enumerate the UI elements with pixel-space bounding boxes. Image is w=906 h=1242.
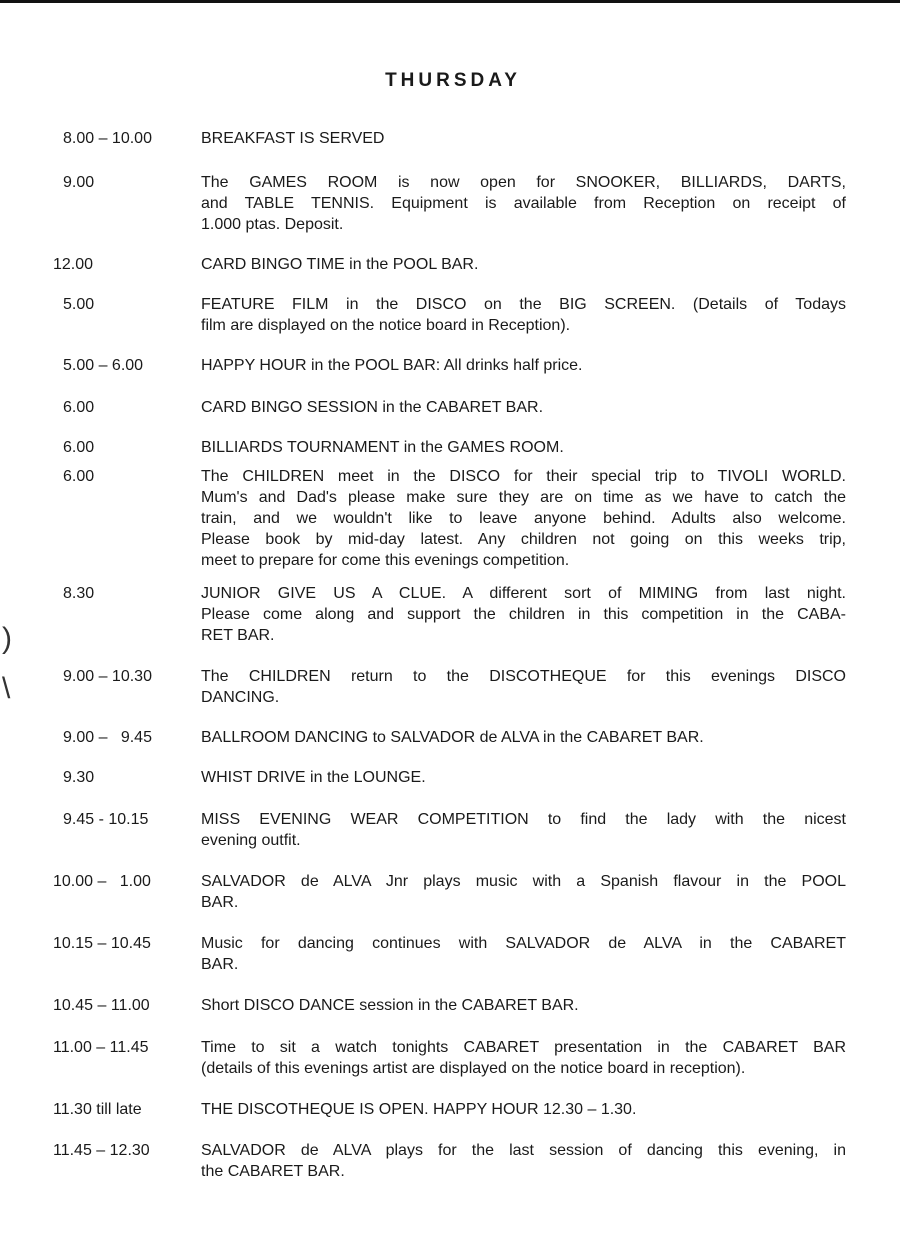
entry-description bbox=[201, 172, 846, 235]
entry-time: 11.30 till late bbox=[53, 1101, 142, 1118]
description-line: film are displayed on the notice board in Reception). bbox=[201, 317, 571, 334]
entry-time: 6.00 bbox=[63, 468, 95, 485]
entry-description bbox=[201, 809, 846, 851]
entry-description bbox=[201, 1099, 846, 1120]
description-line: BREAKFAST IS SERVED bbox=[201, 130, 385, 147]
description-line: meet to prepare for come this evenings competition. bbox=[201, 552, 570, 569]
entry-description bbox=[201, 397, 846, 418]
entry-description bbox=[201, 767, 846, 788]
entry-time: 10.00 – 1.00 bbox=[53, 873, 151, 890]
entry-description bbox=[201, 254, 846, 275]
entry-time: 11.00 – 11.45 bbox=[53, 1039, 149, 1056]
entry-description bbox=[201, 466, 846, 571]
entry-time: 12.00 bbox=[53, 256, 94, 273]
entry-time: 8.30 bbox=[63, 585, 95, 602]
entry-time: 6.00 bbox=[63, 399, 95, 416]
description-line: BAR. bbox=[201, 956, 239, 973]
entry-description bbox=[201, 128, 846, 149]
description-line: Short DISCO DANCE session in the CABARET BAR. bbox=[201, 997, 579, 1014]
description-line: CARD BINGO SESSION in the CABARET BAR. bbox=[201, 399, 544, 416]
entry-time: 9.45 - 10.15 bbox=[63, 811, 149, 828]
entry-description bbox=[201, 294, 846, 336]
entry-time: 9.00 bbox=[63, 174, 95, 191]
description-line: Mum's and Dad's please make sure they are on time as we have to catch the bbox=[201, 489, 846, 506]
description-line: SALVADOR de ALVA plays for the last session of dancing this evening, in bbox=[201, 1142, 846, 1159]
margin-mark: ) bbox=[2, 622, 12, 655]
entry-description bbox=[201, 583, 846, 646]
description-line: MISS EVENING WEAR COMPETITION to find the lady with the nicest bbox=[201, 811, 846, 828]
description-line: The GAMES ROOM is now open for SNOOKER, BILLIARDS, DARTS, bbox=[201, 174, 846, 191]
entry-description bbox=[201, 355, 846, 376]
entry-time: 5.00 bbox=[63, 296, 95, 313]
description-line: BALLROOM DANCING to SALVADOR de ALVA in the CABARET BAR. bbox=[201, 729, 704, 746]
description-line: JUNIOR GIVE US A CLUE. A different sort of MIMING from last night. bbox=[201, 585, 846, 602]
entry-time: 9.00 – 10.30 bbox=[63, 668, 152, 685]
entry-time: 10.45 – 11.00 bbox=[53, 997, 150, 1014]
description-line: The CHILDREN meet in the DISCO for their special trip to TIVOLI WORLD. bbox=[201, 468, 846, 485]
page-top-edge bbox=[0, 0, 900, 3]
description-line: HAPPY HOUR in the POOL BAR: All drinks half price. bbox=[201, 357, 583, 374]
entry-description bbox=[201, 437, 846, 458]
description-line: train, and we wouldn't like to leave anyone behind. Adults also welcome. bbox=[201, 510, 846, 527]
description-line: WHIST DRIVE in the LOUNGE. bbox=[201, 769, 426, 786]
description-line: DANCING. bbox=[201, 689, 280, 706]
entry-time: 11.45 – 12.30 bbox=[53, 1142, 150, 1159]
description-line: SALVADOR de ALVA Jnr plays music with a Spanish flavour in the POOL bbox=[201, 873, 846, 890]
entry-time: 6.00 bbox=[63, 439, 95, 456]
description-line: BILLIARDS TOURNAMENT in the GAMES ROOM. bbox=[201, 439, 564, 456]
entry-description bbox=[201, 1140, 846, 1182]
entry-description bbox=[201, 995, 846, 1016]
entry-description bbox=[201, 727, 846, 748]
entry-time: 8.00 – 10.00 bbox=[63, 130, 152, 147]
entry-description bbox=[201, 933, 846, 975]
description-line: the CABARET BAR. bbox=[201, 1163, 345, 1180]
description-line: Please come along and support the children in this competition in the CABA- bbox=[201, 606, 846, 623]
entry-description bbox=[201, 1037, 846, 1079]
description-line: FEATURE FILM in the DISCO on the BIG SCREEN. (Details of Todays bbox=[201, 296, 846, 313]
entry-description bbox=[201, 666, 846, 708]
description-line: The CHILDREN return to the DISCOTHEQUE for this evenings DISCO bbox=[201, 668, 846, 685]
entry-time: 9.30 bbox=[63, 769, 95, 786]
description-line: Please book by mid-day latest. Any children not going on this weeks trip, bbox=[201, 531, 846, 548]
description-line: evening outfit. bbox=[201, 832, 301, 849]
page-title: THURSDAY bbox=[385, 70, 521, 91]
description-line: (details of this evenings artist are displayed on the notice board in reception). bbox=[201, 1060, 746, 1077]
entry-time: 9.00 – 9.45 bbox=[63, 729, 152, 746]
description-line: BAR. bbox=[201, 894, 239, 911]
entry-time: 10.15 – 10.45 bbox=[53, 935, 151, 952]
margin-mark: \ bbox=[2, 672, 11, 705]
description-line: 1.000 ptas. Deposit. bbox=[201, 216, 344, 233]
entry-time: 5.00 – 6.00 bbox=[63, 357, 144, 374]
entry-description bbox=[201, 871, 846, 913]
description-line: THE DISCOTHEQUE IS OPEN. HAPPY HOUR 12.30 – 1.30. bbox=[201, 1101, 637, 1118]
description-line: and TABLE TENNIS. Equipment is available from Reception on receipt of bbox=[201, 195, 846, 212]
description-line: Music for dancing continues with SALVADOR de ALVA in the CABARET bbox=[201, 935, 846, 952]
description-line: CARD BINGO TIME in the POOL BAR. bbox=[201, 256, 479, 273]
description-line: RET BAR. bbox=[201, 627, 275, 644]
description-line: Time to sit a watch tonights CABARET presentation in the CABARET BAR bbox=[201, 1039, 846, 1056]
